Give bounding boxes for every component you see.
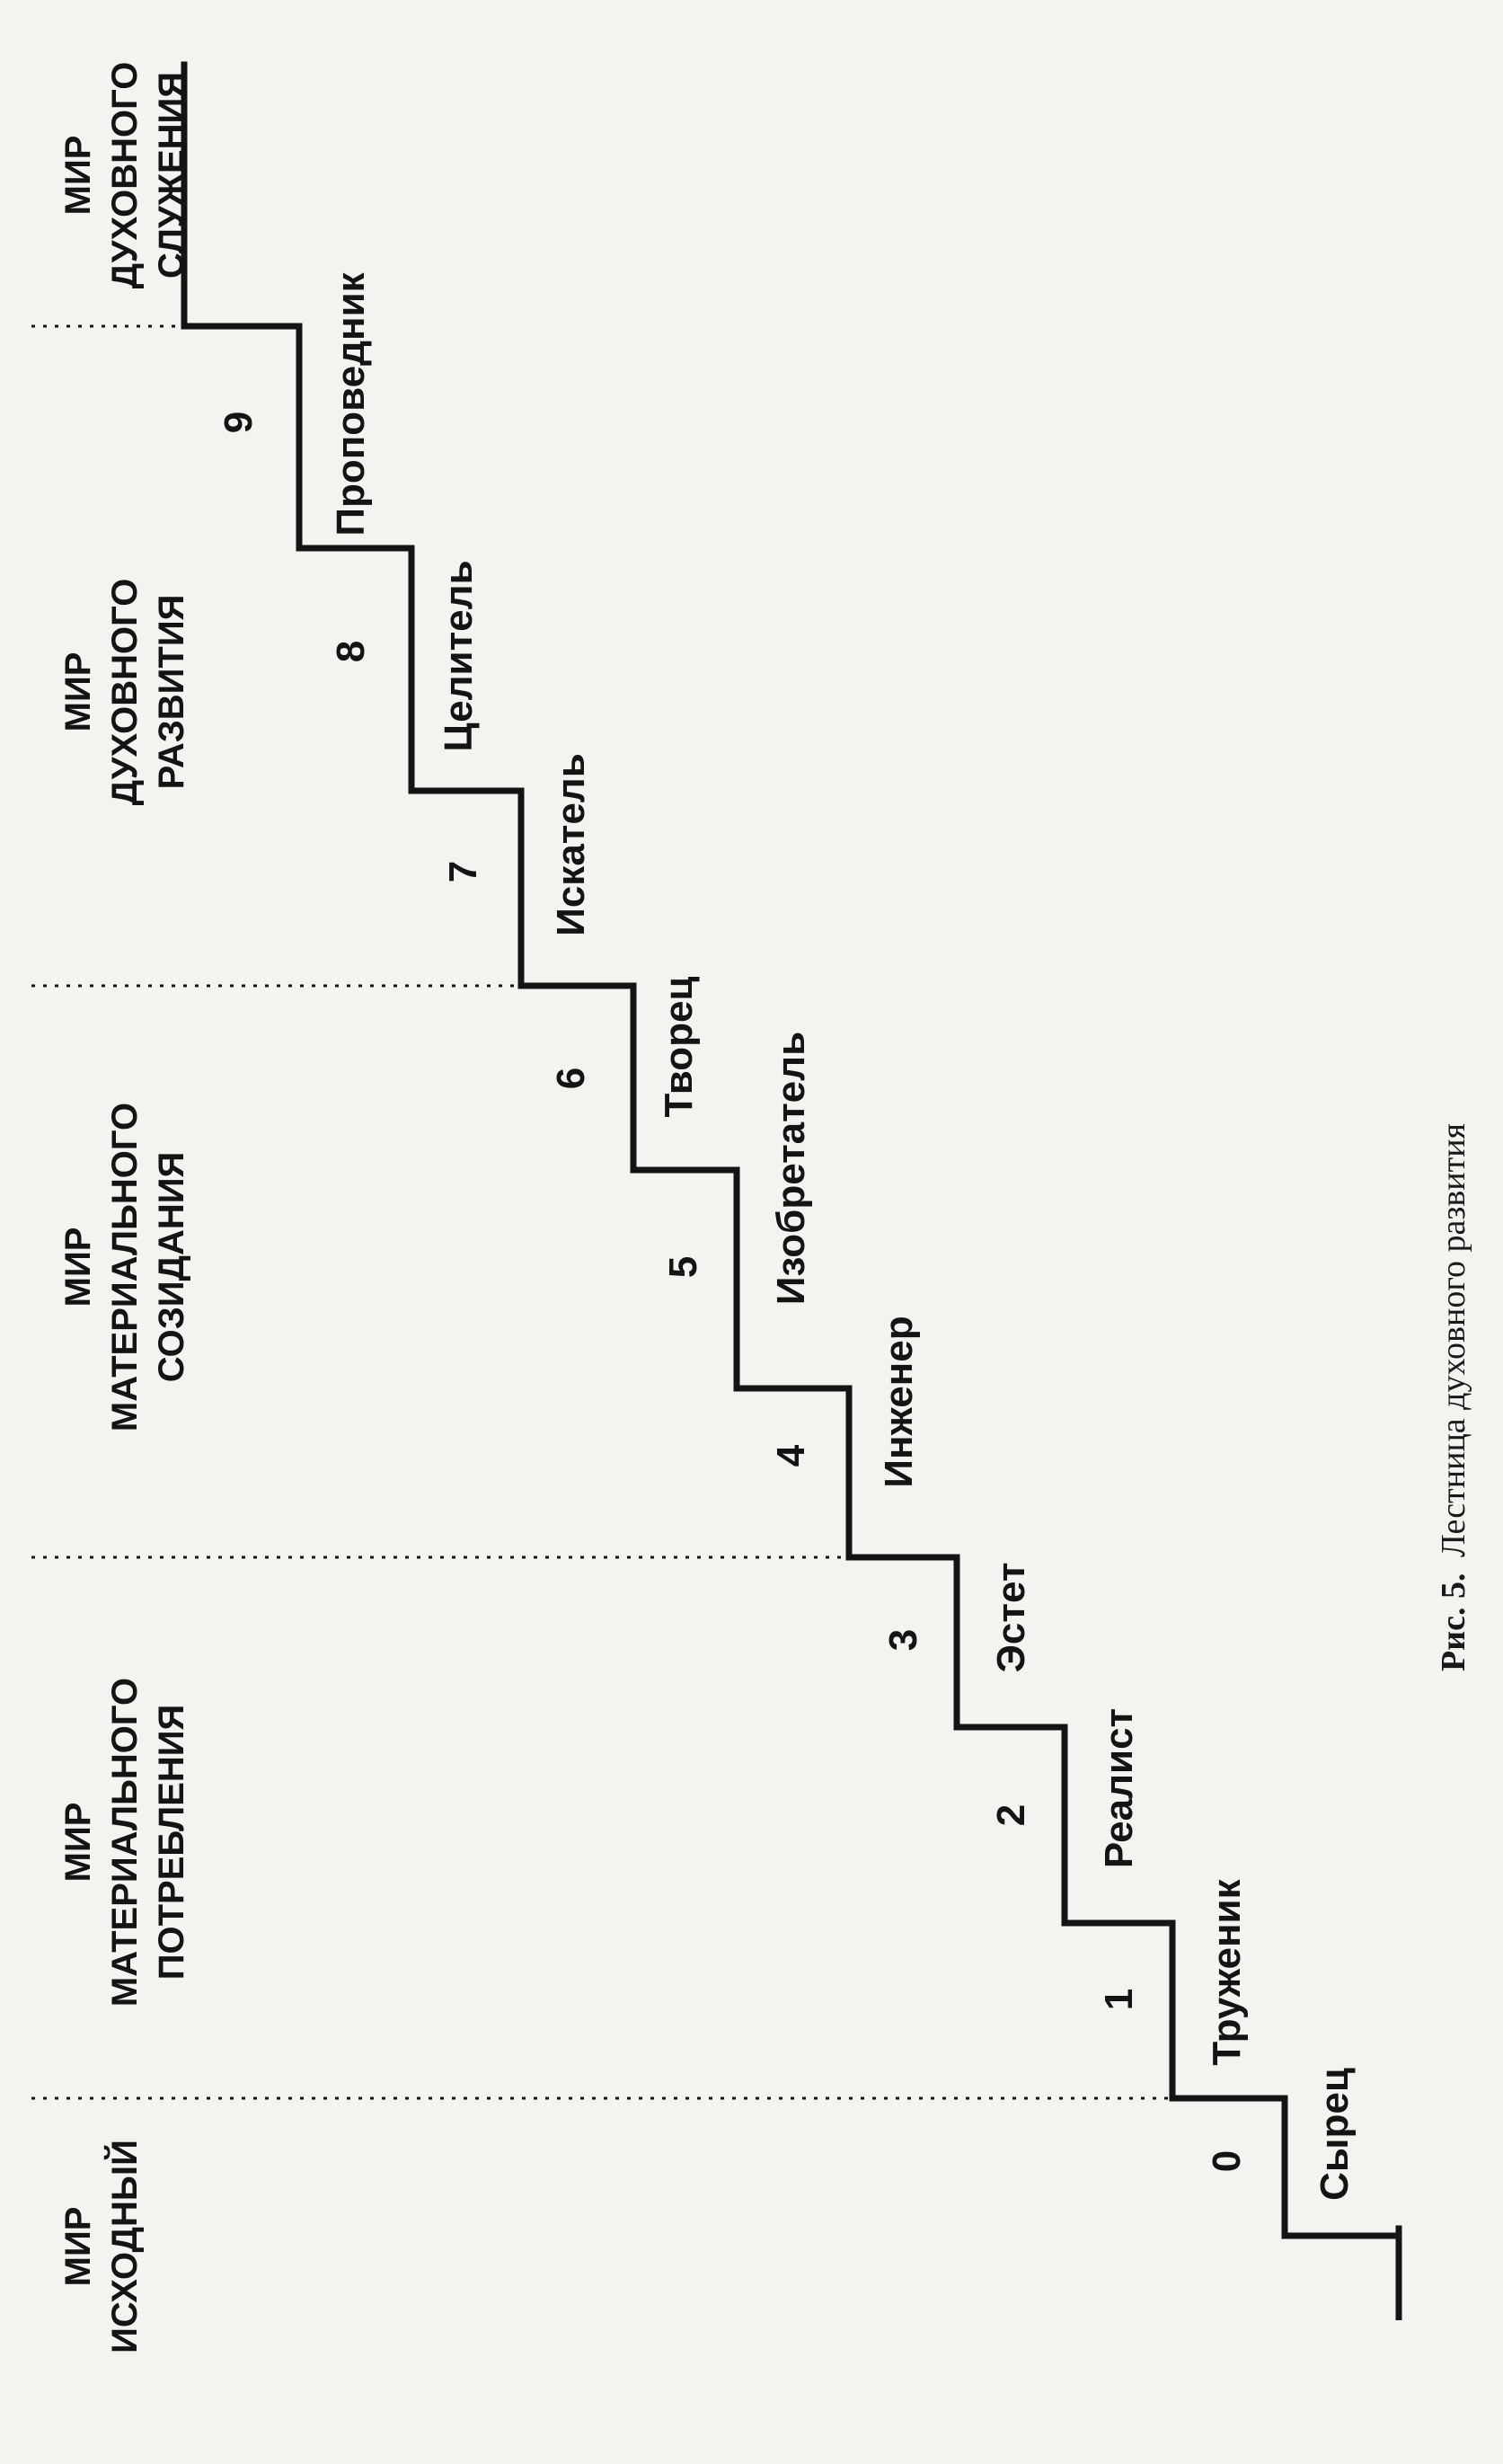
caption-text: Лестница духовного развития — [1435, 1122, 1472, 1558]
world-label-line: МИР — [58, 1802, 98, 1883]
world-label-line: СЛУЖЕНИЯ — [152, 71, 191, 279]
world-label — [58, 2140, 145, 2353]
caption-prefix: Рис. 5. — [1435, 1573, 1472, 1671]
step-name: Труженик — [1205, 1879, 1249, 2066]
step-name: Творец — [657, 976, 701, 1118]
world-label-line: СОЗИДАНИЯ — [152, 1151, 191, 1383]
step-name: Проповедник — [329, 272, 373, 536]
world-label-line: ИСХОДНЫЙ — [105, 2140, 145, 2353]
world-label — [58, 579, 191, 806]
step-number: 3 — [881, 1628, 925, 1652]
world-label-line: РАЗВИТИЯ — [152, 594, 191, 790]
world-label — [58, 1678, 191, 2007]
world-label-line: МИР — [58, 1227, 98, 1307]
figure-caption — [1435, 1123, 1472, 1671]
world-label-line: ДУХОВНОГО — [105, 61, 145, 289]
world-label-line: МАТЕРИАЛЬНОГО — [105, 1677, 145, 2008]
world-label-line: ПОТРЕБЛЕНИЯ — [152, 1704, 191, 1981]
step-name: Сырец — [1313, 2068, 1357, 2201]
step-name: Реалист — [1097, 1707, 1141, 1869]
step-name: Искатель — [549, 753, 593, 936]
world-label-line: МАТЕРИАЛЬНОГО — [105, 1102, 145, 1432]
world-label-line: МИР — [58, 2206, 98, 2287]
world-label-line: ДУХОВНОГО — [105, 578, 145, 806]
world-label-line: МИР — [58, 135, 98, 216]
step-number: 2 — [989, 1804, 1033, 1827]
step-number: 8 — [329, 640, 373, 663]
step-number: 6 — [549, 1067, 593, 1090]
world-label — [58, 62, 191, 289]
step-number: 9 — [217, 411, 261, 434]
step-number: 0 — [1205, 2149, 1249, 2173]
step-name: Инженер — [877, 1316, 921, 1488]
world-label — [58, 1103, 191, 1431]
step-name: Изобретатель — [769, 1031, 813, 1306]
step-number: 1 — [1097, 1988, 1141, 2011]
step-number: 7 — [441, 860, 485, 883]
step-name: Эстет — [989, 1562, 1033, 1673]
step-number: 5 — [661, 1255, 705, 1279]
step-number: 4 — [769, 1444, 813, 1467]
step-name: Целитель — [437, 560, 481, 752]
world-label-line: МИР — [58, 651, 98, 732]
